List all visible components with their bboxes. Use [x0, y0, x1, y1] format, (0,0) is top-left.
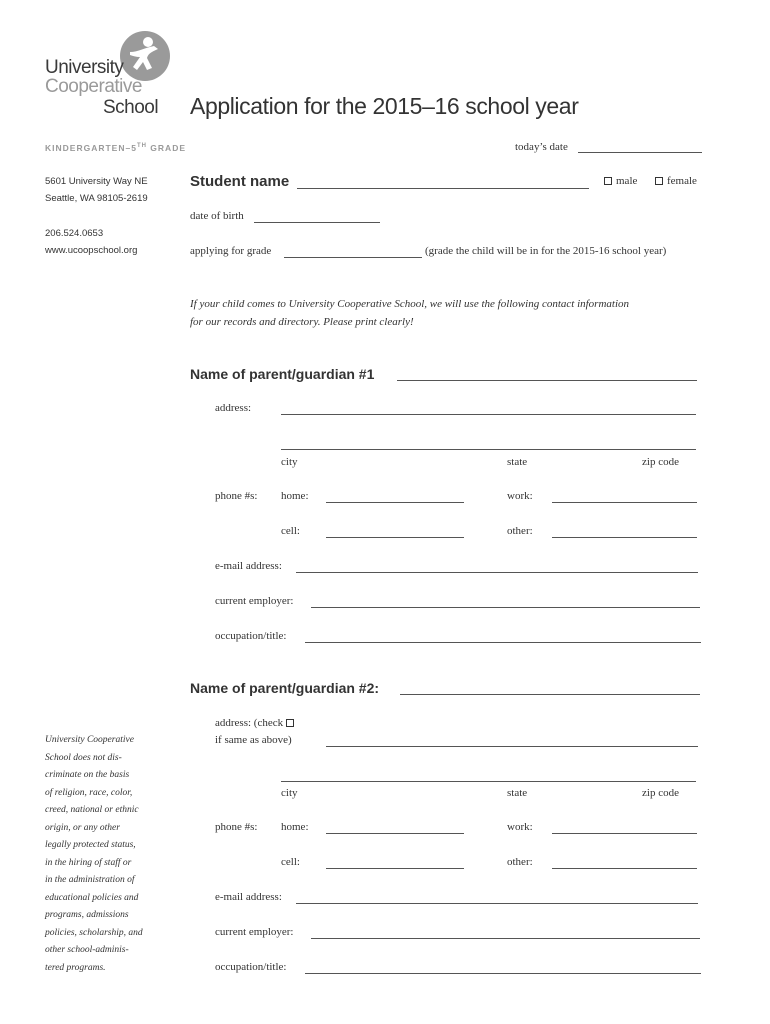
gender-female-option[interactable] — [655, 175, 697, 187]
student-name-label: Student name — [190, 173, 290, 190]
disclaimer-line: creed, national or ethnic — [45, 805, 139, 815]
female-label: female — [667, 175, 697, 187]
parent1-home-label: home: — [281, 490, 309, 502]
parent1-cell-label: cell: — [281, 525, 300, 537]
parent1-work-label: work: — [507, 490, 533, 502]
male-checkbox[interactable] — [604, 177, 612, 185]
parent2-other-phone-field[interactable] — [552, 868, 697, 869]
parent2-heading: Name of parent/guardian #2: — [190, 680, 380, 696]
disclaimer-line: in the administration of — [45, 875, 135, 885]
phone-number: 206.524.0653 — [45, 228, 104, 239]
grade-range: KINDERGARTEN–5TH GRADE — [45, 143, 186, 153]
parent1-occupation-label: occupation/title: — [215, 630, 287, 642]
parent1-address-label: address: — [215, 402, 252, 414]
school-logo — [118, 30, 172, 82]
parent2-address-line-2[interactable] — [281, 781, 696, 782]
logo-text-university: University — [45, 57, 124, 78]
parent2-work-label: work: — [507, 821, 533, 833]
parent1-other-phone-field[interactable] — [552, 537, 697, 538]
parent2-phones-label: phone #s: — [215, 821, 258, 833]
website: www.ucoopschool.org — [45, 245, 138, 256]
logo-text-school: School — [103, 97, 159, 118]
parent2-email-field[interactable] — [296, 903, 698, 904]
parent1-address-line-1[interactable] — [281, 414, 696, 415]
parent2-address-label-2: if same as above) — [215, 734, 292, 746]
logo-text-cooperative: Cooperative — [45, 76, 142, 97]
parent2-employer-field[interactable] — [311, 938, 700, 939]
disclaimer-line: policies, scholarship, and — [45, 927, 143, 938]
parent1-name-field[interactable] — [397, 380, 697, 381]
student-name-field[interactable] — [297, 188, 589, 189]
parent2-home-label: home: — [281, 821, 309, 833]
parent2-employer-label: current employer: — [215, 926, 294, 938]
male-label: male — [616, 175, 638, 187]
dob-label: date of birth — [190, 210, 244, 222]
disclaimer-line: in the hiring of staff or — [45, 857, 132, 868]
parent2-other-label: other: — [507, 856, 533, 868]
parent1-state-label: state — [507, 456, 528, 468]
parent2-home-phone-field[interactable] — [326, 833, 464, 834]
parent1-address-line-2[interactable] — [281, 449, 696, 450]
gender-male-option[interactable] — [604, 175, 637, 187]
parent2-address-label: address: (check — [215, 717, 298, 729]
same-address-checkbox[interactable] — [286, 719, 294, 727]
disclaimer-line: programs, admissions — [45, 910, 129, 920]
parent2-cell-label: cell: — [281, 856, 300, 868]
parent2-address-line-1[interactable] — [326, 746, 698, 747]
disclaimer-line: School does not dis- — [45, 752, 122, 763]
parent1-other-label: other: — [507, 525, 533, 537]
parent1-email-field[interactable] — [296, 572, 698, 573]
page-title: Application for the 2015–16 school year — [190, 93, 579, 119]
parent1-city-label: city — [281, 456, 298, 468]
applying-grade-field[interactable] — [284, 257, 422, 258]
dob-field[interactable] — [254, 222, 380, 223]
parent1-employer-field[interactable] — [311, 607, 700, 608]
instructions-line-1: If your child comes to University Cooperative School, we will use the following contact information — [190, 298, 630, 310]
grade-note: (grade the child will be in for the 2015-16 school year) — [425, 245, 667, 257]
parent1-zip-label: zip code — [642, 456, 679, 468]
parent2-name-field[interactable] — [400, 694, 700, 695]
parent1-home-phone-field[interactable] — [326, 502, 464, 503]
disclaimer-line: University Cooperative — [45, 735, 134, 745]
disclaimer-line: tered programs. — [45, 962, 106, 973]
parent1-work-phone-field[interactable] — [552, 502, 697, 503]
instructions-line-2: for our records and directory. Please print clearly! — [190, 316, 414, 328]
disclaimer-line: legally protected status, — [45, 840, 136, 850]
todays-date-field[interactable] — [578, 152, 702, 153]
disclaimer-line: of religion, race, color, — [45, 787, 133, 798]
parent1-email-label: e-mail address: — [215, 560, 282, 572]
parent2-zip-label: zip code — [642, 787, 679, 799]
parent2-state-label: state — [507, 787, 528, 799]
parent1-phones-label: phone #s: — [215, 490, 258, 502]
city-address: Seattle, WA 98105-2619 — [45, 193, 148, 204]
parent2-email-label: e-mail address: — [215, 891, 282, 903]
parent1-cell-phone-field[interactable] — [326, 537, 464, 538]
todays-date-label: today’s date — [515, 141, 568, 153]
street-address: 5601 University Way NE — [45, 176, 148, 187]
parent1-heading: Name of parent/guardian #1 — [190, 366, 375, 382]
applying-grade-label: applying for grade — [190, 245, 272, 257]
disclaimer-line: other school-adminis- — [45, 945, 129, 955]
parent2-city-label: city — [281, 787, 298, 799]
female-checkbox[interactable] — [655, 177, 663, 185]
parent2-work-phone-field[interactable] — [552, 833, 697, 834]
disclaimer-line: origin, or any other — [45, 822, 120, 833]
disclaimer-line: educational policies and — [45, 892, 139, 903]
disclaimer-line: criminate on the basis — [45, 770, 130, 780]
non-discrimination-disclaimer — [45, 732, 165, 977]
parent2-occupation-field[interactable] — [305, 973, 701, 974]
leaping-figure-icon — [118, 30, 172, 82]
parent1-employer-label: current employer: — [215, 595, 294, 607]
parent1-occupation-field[interactable] — [305, 642, 701, 643]
parent2-cell-phone-field[interactable] — [326, 868, 464, 869]
parent2-occupation-label: occupation/title: — [215, 961, 287, 973]
